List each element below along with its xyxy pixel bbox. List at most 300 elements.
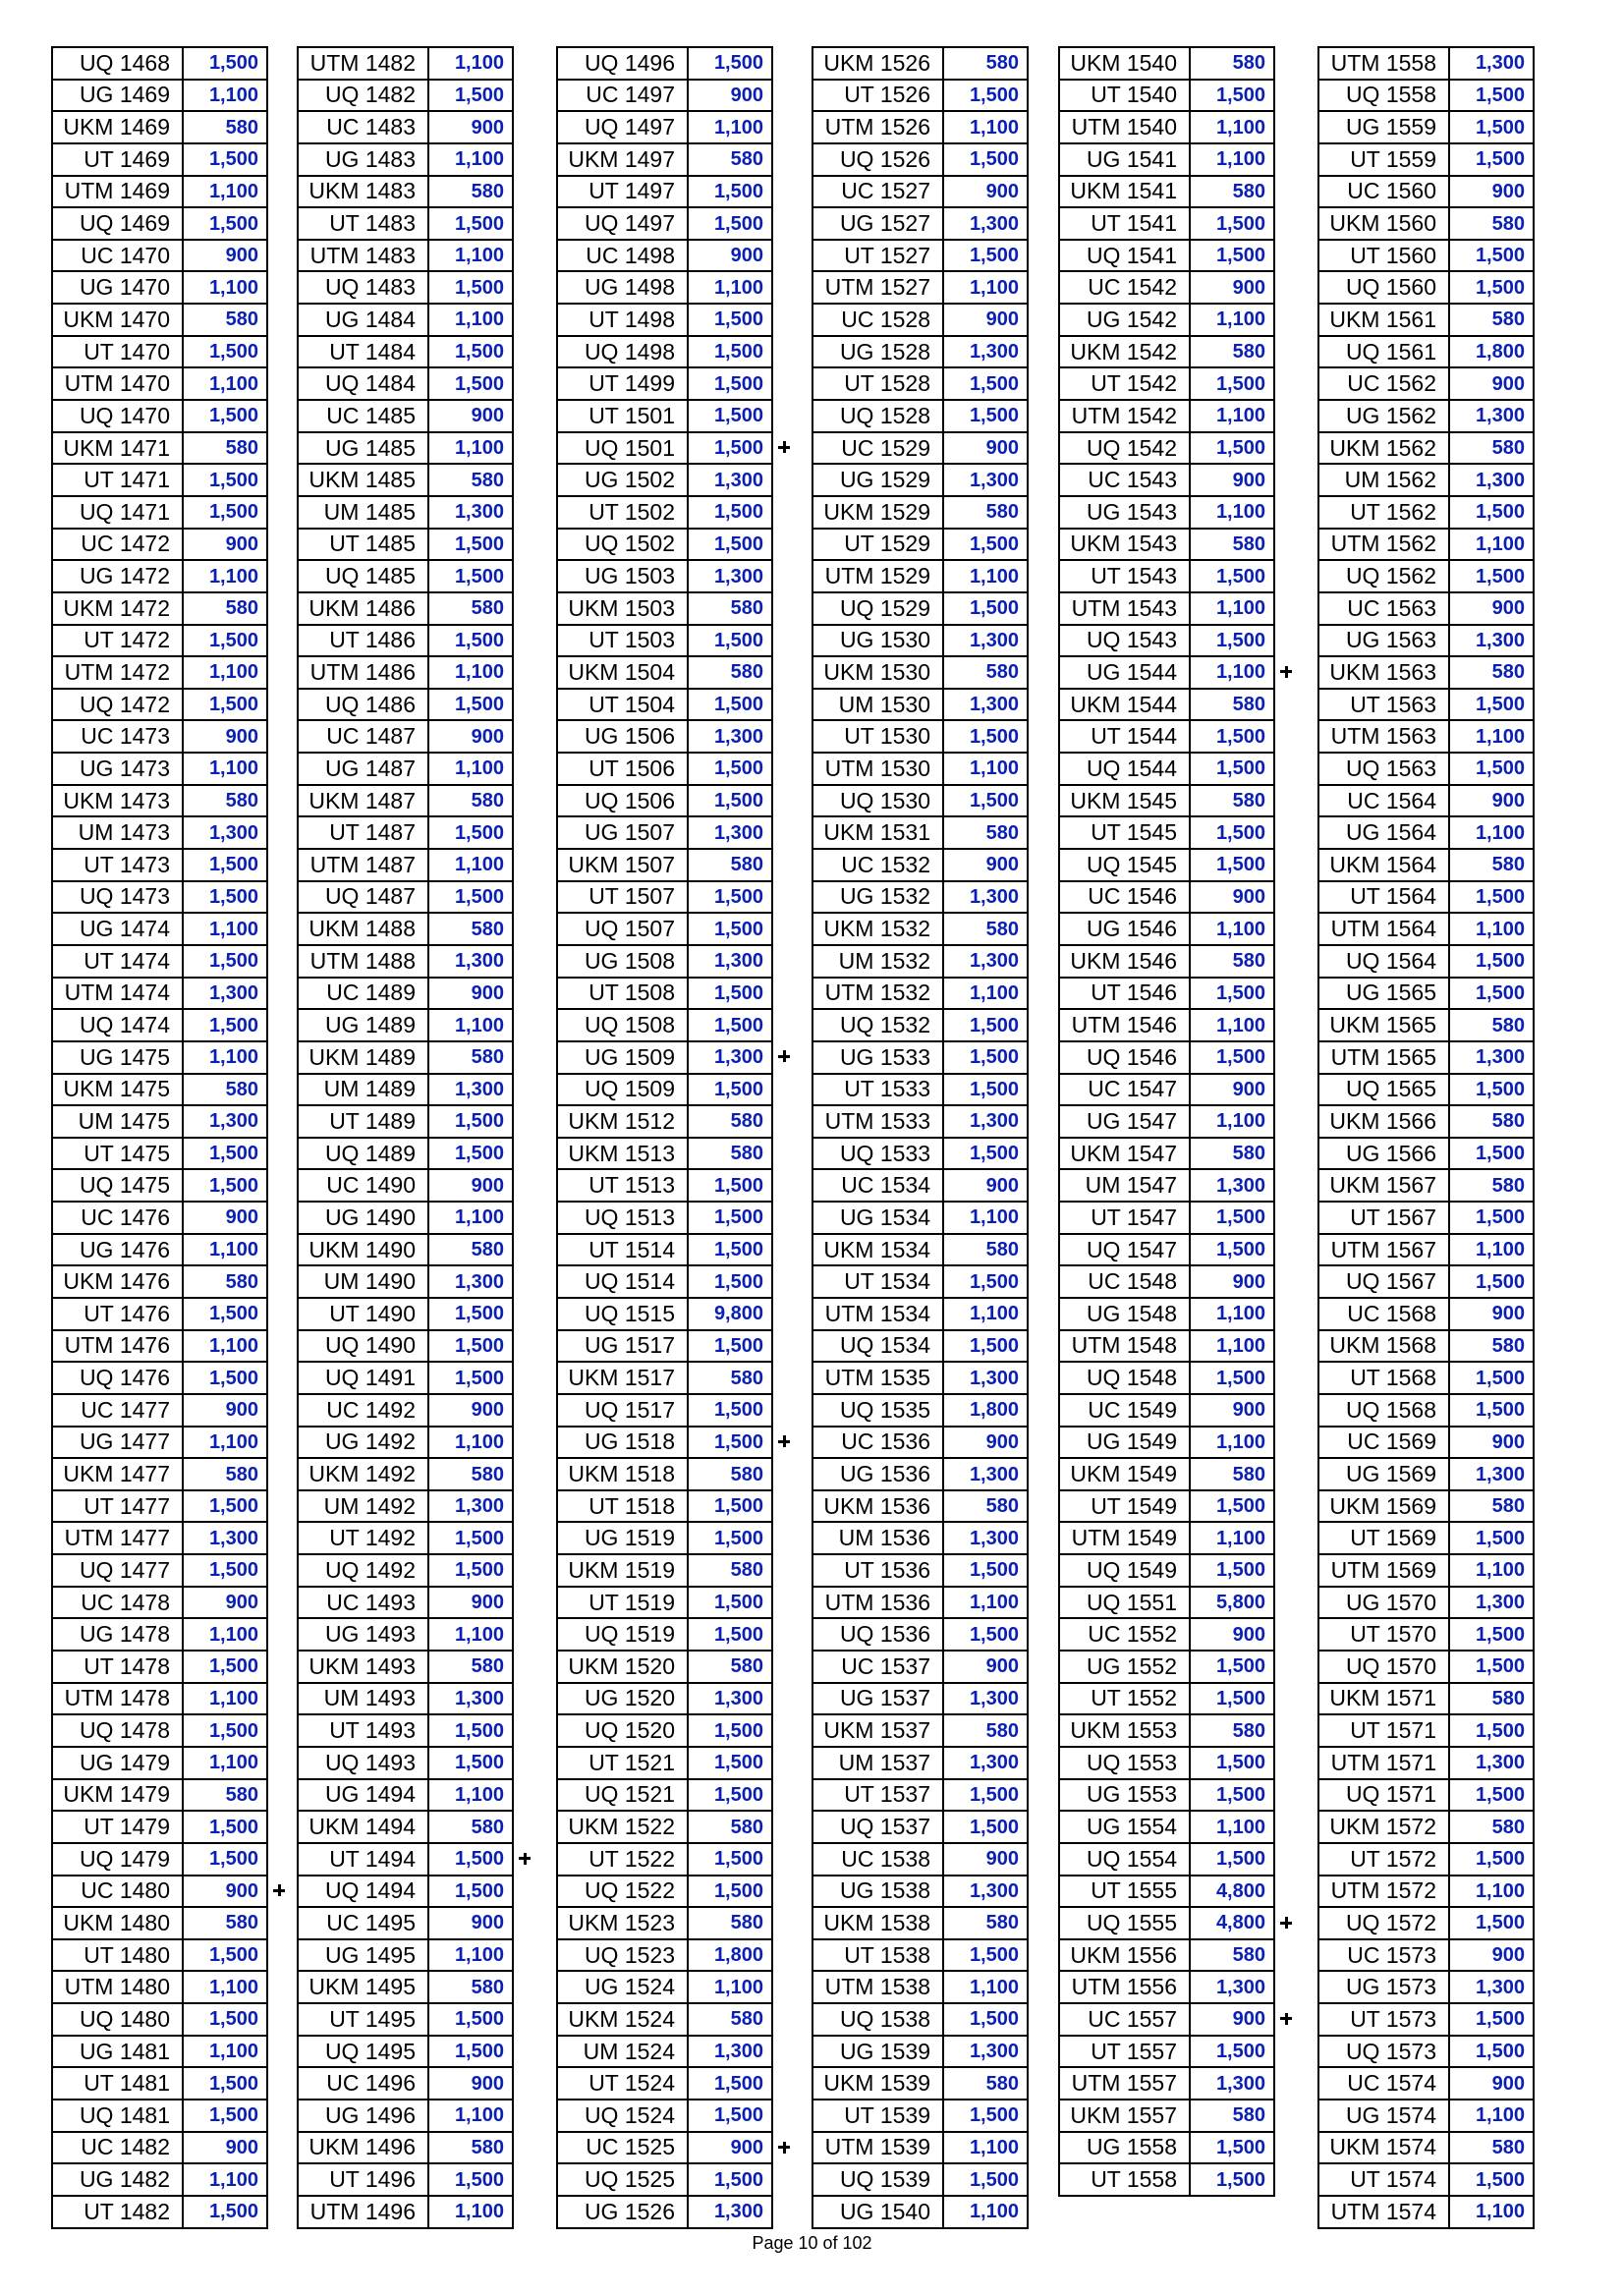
table-row <box>1318 1714 1534 1747</box>
table-row <box>812 1843 1028 1876</box>
table-row <box>812 143 1028 176</box>
table-row <box>1318 1041 1534 1074</box>
plus-marker-icon <box>778 1050 790 1062</box>
unit-code-cell: UG 1489 <box>298 1009 428 1041</box>
unit-code-cell: UQ 1536 <box>812 1618 943 1651</box>
table-row <box>1059 2003 1274 2036</box>
amount-cell: 1,500 <box>688 625 772 657</box>
table-row <box>812 1169 1028 1202</box>
unit-code-cell: UKM 1486 <box>298 592 428 625</box>
table-row <box>298 1907 513 1939</box>
table-row <box>298 2003 513 2036</box>
amount-cell: 1,500 <box>1190 2132 1274 2164</box>
unit-code-cell: UKM 1567 <box>1318 1169 1449 1202</box>
unit-code-cell: UG 1538 <box>812 1876 943 1908</box>
table-row <box>298 271 513 304</box>
unit-code-cell: UTM 1564 <box>1318 913 1449 945</box>
unit-code-cell: UQ 1469 <box>52 207 183 240</box>
unit-code-cell: UQ 1542 <box>1059 432 1190 465</box>
amount-cell: 1,100 <box>428 304 513 336</box>
table-row <box>52 432 267 465</box>
unit-code-cell: UKM 1513 <box>557 1138 688 1170</box>
table-row <box>557 1811 772 1843</box>
unit-code-cell: UQ 1525 <box>557 2163 688 2196</box>
unit-code-cell: UTM 1488 <box>298 945 428 978</box>
unit-code-cell: UQ 1563 <box>1318 753 1449 785</box>
amount-cell: 1,300 <box>943 1747 1028 1779</box>
unit-code-cell: UQ 1484 <box>298 367 428 400</box>
table-row <box>1318 1843 1534 1876</box>
amount-cell: 1,500 <box>943 1811 1028 1843</box>
amount-cell: 900 <box>943 1169 1028 1202</box>
amount-cell: 580 <box>1190 336 1274 368</box>
table-row <box>298 367 513 400</box>
table-row <box>52 400 267 432</box>
table-row <box>1318 143 1534 176</box>
unit-code-cell: UQ 1564 <box>1318 945 1449 978</box>
unit-code-cell: UT 1540 <box>1059 80 1190 112</box>
amount-cell: 580 <box>1190 1939 1274 1972</box>
amount-cell: 1,500 <box>688 1394 772 1427</box>
table-row <box>812 656 1028 689</box>
unit-code-cell: UQ 1514 <box>557 1265 688 1298</box>
unit-code-cell: UT 1539 <box>812 2100 943 2132</box>
amount-cell: 1,100 <box>1449 1234 1534 1266</box>
unit-code-cell: UG 1476 <box>52 1234 183 1266</box>
table-row <box>1059 753 1274 785</box>
amount-cell: 1,500 <box>943 1554 1028 1587</box>
unit-code-cell: UT 1524 <box>557 2067 688 2100</box>
unit-code-cell: UQ 1494 <box>298 1876 428 1908</box>
amount-cell: 4,800 <box>1190 1907 1274 1939</box>
unit-code-cell: UKM 1529 <box>812 496 943 529</box>
table-row <box>557 881 772 914</box>
unit-code-cell: UG 1526 <box>557 2196 688 2228</box>
table-row <box>52 1490 267 1523</box>
table-row <box>1059 849 1274 881</box>
table-row <box>557 1458 772 1490</box>
amount-cell: 580 <box>183 1458 267 1490</box>
amount-cell: 1,500 <box>1449 2163 1534 2196</box>
amount-cell: 1,100 <box>428 143 513 176</box>
unit-code-cell: UT 1486 <box>298 625 428 657</box>
amount-cell: 900 <box>1190 1265 1274 1298</box>
unit-code-cell: UG 1495 <box>298 1939 428 1972</box>
amount-cell: 1,500 <box>1190 1202 1274 1234</box>
table-row <box>1318 1876 1534 1908</box>
amount-cell: 1,500 <box>943 1939 1028 1972</box>
amount-cell: 1,500 <box>1449 689 1534 721</box>
amount-cell: 580 <box>688 1138 772 1170</box>
table-row <box>557 304 772 336</box>
table-row <box>1318 785 1534 817</box>
amount-cell: 1,100 <box>943 1587 1028 1619</box>
plus-marker-icon <box>778 1435 790 1447</box>
unit-code-cell: UT 1529 <box>812 529 943 561</box>
amount-cell: 1,500 <box>1449 111 1534 143</box>
table-row <box>52 143 267 176</box>
table-row <box>298 464 513 496</box>
table-row <box>298 816 513 849</box>
plus-marker-icon <box>778 2142 790 2154</box>
table-row <box>52 689 267 721</box>
unit-code-cell: UG 1483 <box>298 143 428 176</box>
amount-cell: 1,500 <box>183 400 267 432</box>
table-row <box>812 1522 1028 1554</box>
table-row <box>812 816 1028 849</box>
table-row <box>557 1009 772 1041</box>
amount-cell: 1,500 <box>428 2163 513 2196</box>
unit-code-cell: UQ 1551 <box>1059 1587 1190 1619</box>
amount-cell: 1,500 <box>688 1876 772 1908</box>
table-row <box>812 881 1028 914</box>
unit-code-cell: UT 1569 <box>1318 1522 1449 1554</box>
unit-code-cell: UTM 1572 <box>1318 1876 1449 1908</box>
table-row <box>1318 978 1534 1010</box>
unit-code-cell: UC 1562 <box>1318 367 1449 400</box>
unit-code-cell: UG 1477 <box>52 1427 183 1459</box>
unit-code-cell: UKM 1569 <box>1318 1490 1449 1523</box>
amount-cell: 1,500 <box>1449 1522 1534 1554</box>
unit-code-cell: UC 1483 <box>298 111 428 143</box>
table-row <box>812 336 1028 368</box>
unit-code-cell: UQ 1558 <box>1318 80 1449 112</box>
amount-cell: 1,100 <box>1190 1105 1274 1138</box>
table-row <box>812 111 1028 143</box>
table-row <box>1059 400 1274 432</box>
amount-cell: 1,100 <box>183 1971 267 2003</box>
amount-cell: 580 <box>428 2132 513 2164</box>
unit-code-cell: UT 1567 <box>1318 1202 1449 1234</box>
unit-code-cell: UQ 1483 <box>298 271 428 304</box>
amount-cell: 1,500 <box>688 432 772 465</box>
unit-code-cell: UQ 1530 <box>812 785 943 817</box>
table-row <box>812 1074 1028 1106</box>
table-row <box>1318 1618 1534 1651</box>
table-row <box>1059 111 1274 143</box>
amount-cell: 1,500 <box>943 1074 1028 1106</box>
table-row <box>557 2132 772 2164</box>
table-row <box>812 464 1028 496</box>
unit-code-cell: UC 1532 <box>812 849 943 881</box>
table-row <box>298 1330 513 1363</box>
unit-code-cell: UQ 1543 <box>1059 625 1190 657</box>
amount-cell: 1,500 <box>688 881 772 914</box>
table-row <box>52 336 267 368</box>
table-row <box>52 1811 267 1843</box>
unit-code-cell: UKM 1534 <box>812 1234 943 1266</box>
table-row <box>557 1618 772 1651</box>
unit-code-cell: UC 1536 <box>812 1427 943 1459</box>
unit-code-cell: UKM 1564 <box>1318 849 1449 881</box>
amount-cell: 1,100 <box>1190 1427 1274 1459</box>
amount-cell: 1,300 <box>428 1074 513 1106</box>
amount-cell: 1,100 <box>183 1234 267 1266</box>
table-row <box>52 207 267 240</box>
amount-cell: 1,100 <box>943 271 1028 304</box>
unit-code-cell: UQ 1535 <box>812 1394 943 1427</box>
unit-code-cell: UC 1534 <box>812 1169 943 1202</box>
unit-code-cell: UC 1478 <box>52 1587 183 1619</box>
table-row <box>52 913 267 945</box>
amount-cell: 580 <box>1449 1683 1534 1715</box>
table-row <box>52 1105 267 1138</box>
amount-cell: 1,100 <box>183 367 267 400</box>
amount-cell: 1,100 <box>183 80 267 112</box>
unit-code-cell: UT 1477 <box>52 1490 183 1523</box>
unit-code-cell: UKM 1492 <box>298 1458 428 1490</box>
table-row <box>1318 1427 1534 1459</box>
table-row <box>557 1939 772 1972</box>
amount-cell: 580 <box>688 1651 772 1683</box>
unit-code-cell: UQ 1571 <box>1318 1779 1449 1812</box>
amount-cell: 1,500 <box>428 1876 513 1908</box>
unit-code-cell: UC 1547 <box>1059 1074 1190 1106</box>
amount-cell: 1,500 <box>1449 496 1534 529</box>
unit-code-cell: UT 1507 <box>557 881 688 914</box>
amount-cell: 1,500 <box>183 1554 267 1587</box>
table-row <box>812 1362 1028 1394</box>
unit-code-cell: UQ 1568 <box>1318 1394 1449 1427</box>
table-row <box>1059 1041 1274 1074</box>
unit-code-cell: UKM 1523 <box>557 1907 688 1939</box>
table-row <box>812 1009 1028 1041</box>
amount-cell: 1,500 <box>1449 1618 1534 1651</box>
amount-cell: 1,500 <box>1449 271 1534 304</box>
table-row <box>557 720 772 753</box>
unit-code-cell: UT 1559 <box>1318 143 1449 176</box>
table-row <box>812 2036 1028 2068</box>
unit-code-cell: UTM 1567 <box>1318 1234 1449 1266</box>
amount-cell: 1,300 <box>1449 1041 1534 1074</box>
table-row <box>1318 1490 1534 1523</box>
unit-code-cell: UQ 1489 <box>298 1138 428 1170</box>
amount-cell: 1,300 <box>428 1490 513 1523</box>
unit-code-cell: UTM 1529 <box>812 560 943 592</box>
amount-cell: 1,100 <box>428 1202 513 1234</box>
unit-code-cell: UG 1544 <box>1059 656 1190 689</box>
table-row <box>1059 496 1274 529</box>
amount-cell: 5,800 <box>1190 1587 1274 1619</box>
unit-code-cell: UQ 1528 <box>812 400 943 432</box>
table-row <box>1059 2067 1274 2100</box>
amount-cell: 580 <box>688 849 772 881</box>
table-row <box>1318 207 1534 240</box>
table-row <box>557 176 772 208</box>
amount-cell: 1,300 <box>688 720 772 753</box>
unit-code-cell: UKM 1520 <box>557 1651 688 1683</box>
table-row <box>52 271 267 304</box>
unit-code-cell: UG 1548 <box>1059 1298 1190 1330</box>
table-row <box>1318 400 1534 432</box>
amount-cell: 580 <box>428 913 513 945</box>
table-row <box>557 2003 772 2036</box>
unit-code-cell: UKM 1561 <box>1318 304 1449 336</box>
amount-cell: 1,500 <box>428 881 513 914</box>
table-row <box>1059 1105 1274 1138</box>
table-row <box>812 1683 1028 1715</box>
unit-code-cell: UC 1472 <box>52 529 183 561</box>
unit-code-cell: UG 1528 <box>812 336 943 368</box>
amount-cell: 580 <box>1190 689 1274 721</box>
table-row <box>298 111 513 143</box>
table-row <box>1318 432 1534 465</box>
amount-cell: 1,100 <box>1449 2196 1534 2228</box>
unit-code-cell: UQ 1476 <box>52 1362 183 1394</box>
unit-code-cell: UTM 1548 <box>1059 1330 1190 1363</box>
table-row <box>812 1427 1028 1459</box>
table-row <box>52 1522 267 1554</box>
unit-code-cell: UKM 1472 <box>52 592 183 625</box>
amount-cell: 900 <box>183 1587 267 1619</box>
table-row <box>1318 2036 1534 2068</box>
unit-code-cell: UTM 1526 <box>812 111 943 143</box>
amount-cell: 580 <box>1190 1458 1274 1490</box>
amount-cell: 900 <box>1449 367 1534 400</box>
table-row <box>52 1843 267 1876</box>
table-row <box>298 1202 513 1234</box>
amount-cell: 1,500 <box>183 1714 267 1747</box>
unit-code-cell: UKM 1476 <box>52 1265 183 1298</box>
table-row <box>812 304 1028 336</box>
unit-code-cell: UQ 1473 <box>52 881 183 914</box>
table-row <box>1059 1138 1274 1170</box>
amount-cell: 1,500 <box>428 1522 513 1554</box>
amount-cell: 1,300 <box>943 1683 1028 1715</box>
table-row <box>1318 1939 1534 1972</box>
table-row <box>557 656 772 689</box>
amount-cell: 1,100 <box>183 913 267 945</box>
table-row <box>1059 1907 1274 1939</box>
amount-cell: 1,500 <box>428 1362 513 1394</box>
amount-cell: 580 <box>428 464 513 496</box>
table-row <box>298 1041 513 1074</box>
amount-cell: 1,500 <box>1449 1714 1534 1747</box>
unit-code-cell: UT 1526 <box>812 80 943 112</box>
unit-code-cell: UTM 1470 <box>52 367 183 400</box>
unit-code-cell: UKM 1471 <box>52 432 183 465</box>
unit-code-cell: UG 1562 <box>1318 400 1449 432</box>
amount-cell: 900 <box>1190 464 1274 496</box>
unit-code-cell: UKM 1496 <box>298 2132 428 2164</box>
table-row <box>1318 1683 1534 1715</box>
amount-cell: 1,100 <box>183 271 267 304</box>
unit-code-cell: UQ 1509 <box>557 1074 688 1106</box>
unit-code-cell: UKM 1470 <box>52 304 183 336</box>
unit-code-cell: UG 1542 <box>1059 304 1190 336</box>
amount-cell: 1,800 <box>943 1394 1028 1427</box>
plus-marker-icon <box>273 1884 285 1896</box>
unit-code-cell: UTM 1478 <box>52 1683 183 1715</box>
amount-cell: 580 <box>943 656 1028 689</box>
table-row <box>298 1458 513 1490</box>
amount-cell: 1,500 <box>943 2163 1028 2196</box>
unit-code-cell: UT 1496 <box>298 2163 428 2196</box>
amount-cell: 1,500 <box>943 2100 1028 2132</box>
unit-code-cell: UKM 1503 <box>557 592 688 625</box>
unit-code-cell: UQ 1532 <box>812 1009 943 1041</box>
amount-cell: 580 <box>183 785 267 817</box>
table-row <box>812 207 1028 240</box>
amount-cell: 1,100 <box>1190 1298 1274 1330</box>
unit-code-cell: UKM 1488 <box>298 913 428 945</box>
unit-code-cell: UT 1533 <box>812 1074 943 1106</box>
amount-cell: 580 <box>183 304 267 336</box>
unit-code-cell: UT 1547 <box>1059 1202 1190 1234</box>
table-row <box>1059 2036 1274 2068</box>
unit-code-cell: UT 1564 <box>1318 881 1449 914</box>
table-row <box>1059 176 1274 208</box>
listing-column <box>297 46 514 2229</box>
amount-cell: 1,500 <box>943 2003 1028 2036</box>
unit-code-cell: UQ 1497 <box>557 111 688 143</box>
table-row <box>298 1651 513 1683</box>
table-row <box>557 240 772 272</box>
table-row <box>812 1234 1028 1266</box>
unit-code-cell: UT 1573 <box>1318 2003 1449 2036</box>
unit-code-cell: UT 1514 <box>557 1234 688 1266</box>
amount-cell: 1,100 <box>428 1009 513 1041</box>
plus-marker-icon <box>1280 666 1292 678</box>
unit-code-cell: UTM 1469 <box>52 176 183 208</box>
amount-cell: 900 <box>428 111 513 143</box>
table-row <box>812 1811 1028 1843</box>
unit-code-cell: UQ 1508 <box>557 1009 688 1041</box>
unit-code-cell: UTM 1496 <box>298 2196 428 2228</box>
unit-code-cell: UG 1487 <box>298 753 428 785</box>
unit-code-cell: UC 1492 <box>298 1394 428 1427</box>
unit-code-cell: UT 1494 <box>298 1843 428 1876</box>
amount-cell: 1,500 <box>1190 1234 1274 1266</box>
table-row <box>52 1747 267 1779</box>
table-row <box>812 2163 1028 2196</box>
amount-cell: 1,500 <box>943 80 1028 112</box>
unit-code-cell: UG 1493 <box>298 1618 428 1651</box>
amount-cell: 1,500 <box>428 1843 513 1876</box>
table-row <box>557 1427 772 1459</box>
table-row <box>557 1298 772 1330</box>
listing-column <box>556 46 773 2229</box>
listing-table <box>812 46 1029 2229</box>
table-row <box>812 1779 1028 1812</box>
amount-cell: 900 <box>1190 2003 1274 2036</box>
amount-cell: 1,300 <box>1449 1971 1534 2003</box>
table-row <box>1059 1458 1274 1490</box>
table-row <box>1059 625 1274 657</box>
unit-code-cell: UC 1480 <box>52 1876 183 1908</box>
table-row <box>557 271 772 304</box>
unit-code-cell: UTM 1530 <box>812 753 943 785</box>
unit-code-cell: UKM 1530 <box>812 656 943 689</box>
unit-code-cell: UC 1557 <box>1059 2003 1190 2036</box>
amount-cell: 4,800 <box>1190 1876 1274 1908</box>
table-row <box>298 625 513 657</box>
unit-code-cell: UQ 1474 <box>52 1009 183 1041</box>
amount-cell: 1,500 <box>943 1265 1028 1298</box>
table-row <box>812 625 1028 657</box>
unit-code-cell: UG 1543 <box>1059 496 1190 529</box>
unit-code-cell: UG 1559 <box>1318 111 1449 143</box>
table-row <box>557 1234 772 1266</box>
table-row <box>52 1234 267 1266</box>
amount-cell: 1,500 <box>183 1490 267 1523</box>
amount-cell: 580 <box>183 1779 267 1812</box>
table-row <box>1059 2132 1274 2164</box>
table-row <box>1059 464 1274 496</box>
amount-cell: 1,500 <box>1449 978 1534 1010</box>
amount-cell: 1,100 <box>183 1041 267 1074</box>
unit-code-cell: UG 1496 <box>298 2100 428 2132</box>
